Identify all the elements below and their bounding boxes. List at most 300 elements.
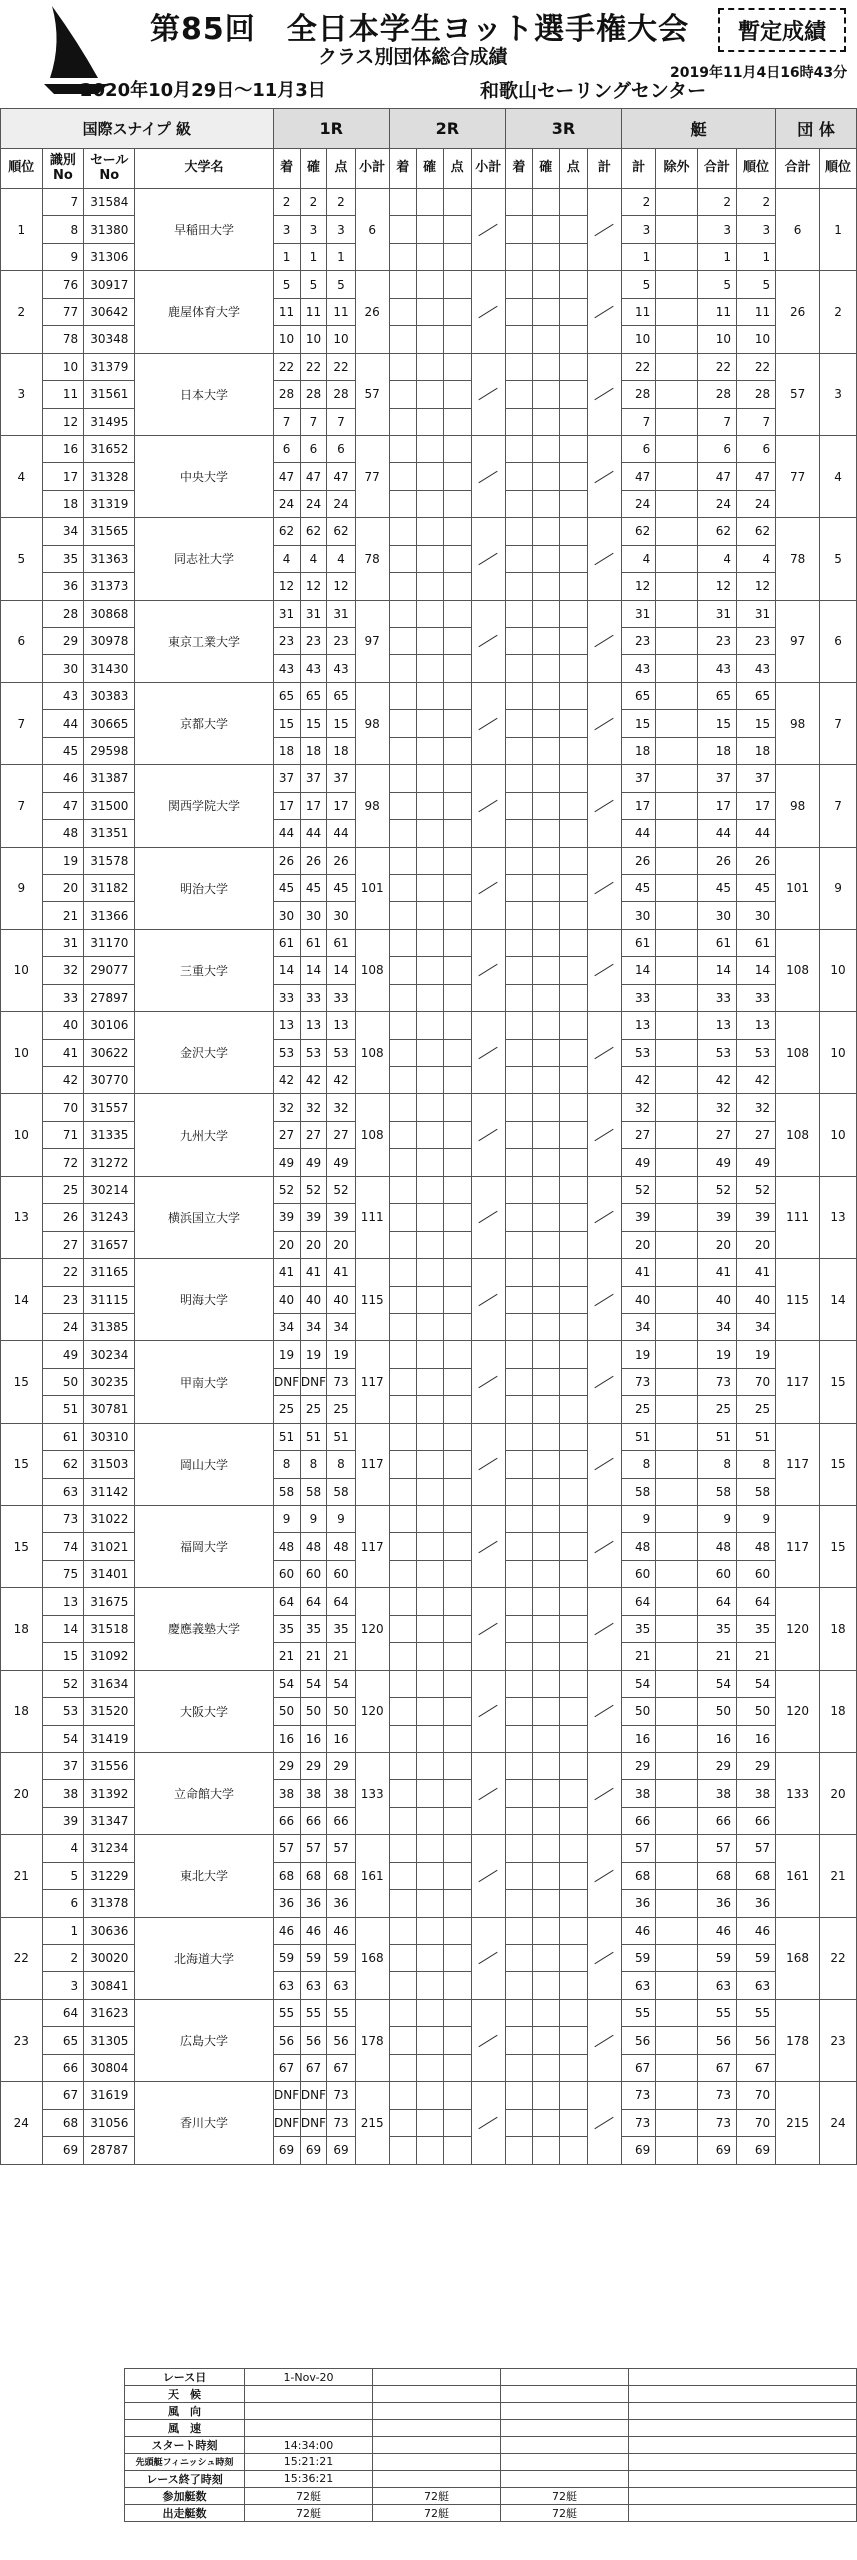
r3-result-cell bbox=[532, 1012, 559, 1039]
r1-result-cell: 4 bbox=[273, 545, 300, 572]
boat-sum-cell: 16 bbox=[697, 1725, 736, 1752]
r1-result-cell: 61 bbox=[300, 929, 327, 956]
r2-result-cell bbox=[389, 573, 416, 600]
r3-subtotal-cell bbox=[587, 1752, 621, 1834]
boat-excluded-cell bbox=[656, 1286, 698, 1313]
boat-row bbox=[1, 682, 857, 709]
team-rank-cell: 15 bbox=[1, 1506, 43, 1588]
col-boat-total: 計 bbox=[622, 149, 656, 189]
team-final-rank-cell: 15 bbox=[820, 1341, 857, 1423]
r2-result-cell bbox=[443, 545, 471, 572]
r2-result-cell bbox=[389, 1698, 416, 1725]
r3-result-cell bbox=[559, 1725, 587, 1752]
boat-row bbox=[1, 545, 857, 572]
r2-result-cell bbox=[389, 1588, 416, 1615]
r1-result-cell: 36 bbox=[273, 1890, 300, 1917]
r1-result-cell: 5 bbox=[273, 271, 300, 298]
race-info-row bbox=[125, 2386, 857, 2403]
boat-position-cell: 4 bbox=[736, 545, 775, 572]
r3-result-cell bbox=[505, 216, 532, 243]
boat-sum-cell: 28 bbox=[697, 381, 736, 408]
sail-number-cell: 31170 bbox=[84, 929, 135, 956]
team-rank-cell: 6 bbox=[1, 600, 43, 682]
r2-result-cell bbox=[443, 1533, 471, 1560]
team-total-cell: 117 bbox=[776, 1341, 820, 1423]
boat-position-cell: 11 bbox=[736, 298, 775, 325]
r2-result-cell bbox=[443, 1176, 471, 1203]
team-total-cell: 97 bbox=[776, 600, 820, 682]
r2-result-cell bbox=[389, 1204, 416, 1231]
race-info-label: スタート時刻 bbox=[125, 2437, 245, 2454]
col-rank: 順位 bbox=[1, 149, 43, 189]
r3-result-cell bbox=[559, 1451, 587, 1478]
r3-result-cell bbox=[532, 984, 559, 1011]
boat-row bbox=[1, 1067, 857, 1094]
boat-sum-cell: 4 bbox=[697, 545, 736, 572]
r3-result-cell bbox=[505, 573, 532, 600]
team-final-rank-cell: 6 bbox=[820, 600, 857, 682]
r1-result-cell: 61 bbox=[273, 929, 300, 956]
r1-result-cell: 26 bbox=[327, 847, 355, 874]
r2-result-cell bbox=[416, 2054, 443, 2081]
r1-result-cell: 54 bbox=[300, 1670, 327, 1697]
team-rank-cell: 10 bbox=[1, 1094, 43, 1176]
r3-result-cell bbox=[505, 1067, 532, 1094]
r2-result-cell bbox=[416, 1176, 443, 1203]
boat-sum-cell: 29 bbox=[697, 1752, 736, 1779]
r2-result-cell bbox=[443, 1945, 471, 1972]
col-r1-confirmed: 確 bbox=[300, 149, 327, 189]
team-total-cell: 168 bbox=[776, 1917, 820, 1999]
sail-number-cell: 31652 bbox=[84, 435, 135, 462]
boat-total-cell: 43 bbox=[622, 655, 656, 682]
boat-excluded-cell bbox=[656, 243, 698, 270]
r1-subtotal-cell: 101 bbox=[355, 847, 389, 929]
race-info-extra bbox=[629, 2403, 857, 2420]
r2-result-cell bbox=[443, 1588, 471, 1615]
r3-result-cell bbox=[505, 381, 532, 408]
r1-result-cell: 42 bbox=[327, 1067, 355, 1094]
team-header: 団 体 bbox=[776, 109, 857, 149]
boat-id-cell: 61 bbox=[42, 1423, 84, 1450]
r3-result-cell bbox=[505, 1286, 532, 1313]
r1-result-cell: 10 bbox=[300, 326, 327, 353]
sail-number-cell: 31379 bbox=[84, 353, 135, 380]
boat-total-cell: 18 bbox=[622, 737, 656, 764]
r2-result-cell bbox=[389, 655, 416, 682]
team-total-cell: 120 bbox=[776, 1670, 820, 1752]
sail-number-cell: 30665 bbox=[84, 710, 135, 737]
boat-position-cell: 3 bbox=[736, 216, 775, 243]
r3-result-cell bbox=[532, 2109, 559, 2136]
boat-id-cell: 65 bbox=[42, 2027, 84, 2054]
boat-sum-cell: 53 bbox=[697, 1039, 736, 1066]
r2-result-cell bbox=[443, 1012, 471, 1039]
boat-excluded-cell bbox=[656, 298, 698, 325]
boat-row bbox=[1, 1478, 857, 1505]
r2-result-cell bbox=[416, 326, 443, 353]
boat-excluded-cell bbox=[656, 408, 698, 435]
r3-subtotal-cell bbox=[587, 929, 621, 1011]
boat-position-cell: 55 bbox=[736, 1999, 775, 2026]
race-info-row bbox=[125, 2470, 857, 2487]
r1-result-cell: 35 bbox=[327, 1615, 355, 1642]
r3-result-cell bbox=[532, 1423, 559, 1450]
sail-number-cell: 31306 bbox=[84, 243, 135, 270]
r2-result-cell bbox=[443, 765, 471, 792]
r2-result-cell bbox=[416, 820, 443, 847]
r1-result-cell: 63 bbox=[300, 1972, 327, 1999]
r3-result-cell bbox=[559, 490, 587, 517]
r3-result-cell bbox=[559, 600, 587, 627]
r2-result-cell bbox=[389, 1286, 416, 1313]
boat-position-cell: 12 bbox=[736, 573, 775, 600]
r1-result-cell: 7 bbox=[327, 408, 355, 435]
boat-position-cell: 49 bbox=[736, 1149, 775, 1176]
boat-position-cell: 64 bbox=[736, 1588, 775, 1615]
boat-position-cell: 48 bbox=[736, 1533, 775, 1560]
sail-number-cell: 31619 bbox=[84, 2082, 135, 2109]
r3-result-cell bbox=[505, 1807, 532, 1834]
r2-result-cell bbox=[416, 1560, 443, 1587]
boat-total-cell: 55 bbox=[622, 1999, 656, 2026]
r1-result-cell: 55 bbox=[273, 1999, 300, 2026]
r1-subtotal-cell: 161 bbox=[355, 1835, 389, 1917]
r2-result-cell bbox=[416, 1835, 443, 1862]
boat-sum-cell: 33 bbox=[697, 984, 736, 1011]
race-info-r1: 72艇 bbox=[245, 2504, 373, 2521]
r3-result-cell bbox=[532, 545, 559, 572]
boat-position-cell: 6 bbox=[736, 435, 775, 462]
r1-result-cell: 27 bbox=[273, 1121, 300, 1148]
r1-result-cell: 59 bbox=[327, 1945, 355, 1972]
r2-result-cell bbox=[416, 1286, 443, 1313]
race-info-r3 bbox=[501, 2470, 629, 2487]
boat-position-cell: 65 bbox=[736, 682, 775, 709]
team-total-cell: 120 bbox=[776, 1588, 820, 1670]
boat-sum-cell: 9 bbox=[697, 1506, 736, 1533]
team-rank-cell: 1 bbox=[1, 189, 43, 271]
r1-result-cell: 45 bbox=[300, 874, 327, 901]
r2-result-cell bbox=[389, 326, 416, 353]
col-r2-subtotal: 小計 bbox=[471, 149, 505, 189]
r3-subtotal-cell bbox=[587, 682, 621, 764]
boat-position-cell: 16 bbox=[736, 1725, 775, 1752]
team-total-cell: 57 bbox=[776, 353, 820, 435]
sail-number-cell: 31366 bbox=[84, 902, 135, 929]
r2-result-cell bbox=[443, 243, 471, 270]
r1-result-cell: 28 bbox=[327, 381, 355, 408]
boat-position-cell: 14 bbox=[736, 957, 775, 984]
r1-subtotal-cell: 108 bbox=[355, 929, 389, 1011]
r1-result-cell: 47 bbox=[327, 463, 355, 490]
r1-result-cell: 33 bbox=[327, 984, 355, 1011]
boat-position-cell: 67 bbox=[736, 2054, 775, 2081]
r3-result-cell bbox=[559, 1286, 587, 1313]
r3-result-cell bbox=[505, 600, 532, 627]
sail-number-cell: 28787 bbox=[84, 2137, 135, 2164]
r1-result-cell: 67 bbox=[300, 2054, 327, 2081]
boat-id-cell: 29 bbox=[42, 628, 84, 655]
r3-result-cell bbox=[559, 792, 587, 819]
r3-result-cell bbox=[505, 655, 532, 682]
r2-result-cell bbox=[389, 1012, 416, 1039]
boat-position-cell: 29 bbox=[736, 1752, 775, 1779]
r2-result-cell bbox=[389, 2109, 416, 2136]
boat-total-cell: 15 bbox=[622, 710, 656, 737]
r2-result-cell bbox=[389, 545, 416, 572]
r2-result-cell bbox=[416, 1012, 443, 1039]
r3-result-cell bbox=[559, 1012, 587, 1039]
r1-result-cell: 37 bbox=[327, 765, 355, 792]
r3-result-cell bbox=[532, 1176, 559, 1203]
r3-result-cell bbox=[532, 820, 559, 847]
sail-number-cell: 30622 bbox=[84, 1039, 135, 1066]
boat-row bbox=[1, 518, 857, 545]
r1-result-cell: 14 bbox=[300, 957, 327, 984]
team-final-rank-cell: 2 bbox=[820, 271, 857, 353]
sail-number-cell: 31557 bbox=[84, 1094, 135, 1121]
r3-result-cell bbox=[559, 1396, 587, 1423]
r3-result-cell bbox=[559, 1999, 587, 2026]
r1-subtotal-cell: 120 bbox=[355, 1670, 389, 1752]
r2-result-cell bbox=[443, 1999, 471, 2026]
boat-position-cell: 52 bbox=[736, 1176, 775, 1203]
r2-result-cell bbox=[443, 1341, 471, 1368]
r2-result-cell bbox=[443, 1560, 471, 1587]
r3-result-cell bbox=[505, 1670, 532, 1697]
r2-result-cell bbox=[389, 216, 416, 243]
boat-sum-cell: 46 bbox=[697, 1917, 736, 1944]
r2-result-cell bbox=[389, 682, 416, 709]
boat-id-cell: 26 bbox=[42, 1204, 84, 1231]
boat-id-cell: 74 bbox=[42, 1533, 84, 1560]
race-info-r2 bbox=[373, 2437, 501, 2454]
r3-result-cell bbox=[532, 1533, 559, 1560]
team-rank-cell: 2 bbox=[1, 271, 43, 353]
boat-position-cell: 2 bbox=[736, 189, 775, 216]
r3-result-cell bbox=[559, 1149, 587, 1176]
boat-row bbox=[1, 1670, 857, 1697]
r1-result-cell: 50 bbox=[273, 1698, 300, 1725]
boat-row bbox=[1, 1423, 857, 1450]
boat-excluded-cell bbox=[656, 847, 698, 874]
boat-position-cell: 39 bbox=[736, 1204, 775, 1231]
boat-total-cell: 21 bbox=[622, 1643, 656, 1670]
r2-result-cell bbox=[443, 1094, 471, 1121]
r2-result-cell bbox=[416, 1259, 443, 1286]
race-info-extra bbox=[629, 2437, 857, 2454]
race-info-r1: 72艇 bbox=[245, 2487, 373, 2504]
r2-result-cell bbox=[416, 737, 443, 764]
boat-total-cell: 49 bbox=[622, 1149, 656, 1176]
team-final-rank-cell: 14 bbox=[820, 1259, 857, 1341]
r3-result-cell bbox=[532, 518, 559, 545]
r3-result-cell bbox=[559, 1615, 587, 1642]
results-table bbox=[0, 108, 857, 2165]
boat-total-cell: 11 bbox=[622, 298, 656, 325]
boat-row bbox=[1, 2082, 857, 2109]
boat-row bbox=[1, 490, 857, 517]
r1-result-cell: 42 bbox=[273, 1067, 300, 1094]
boat-position-cell: 47 bbox=[736, 463, 775, 490]
boat-sum-cell: 18 bbox=[697, 737, 736, 764]
boat-position-cell: 57 bbox=[736, 1835, 775, 1862]
boat-excluded-cell bbox=[656, 1506, 698, 1533]
r3-result-cell bbox=[532, 1286, 559, 1313]
boat-id-cell: 30 bbox=[42, 655, 84, 682]
boat-excluded-cell bbox=[656, 1862, 698, 1889]
r1-result-cell: 38 bbox=[300, 1780, 327, 1807]
r2-result-cell bbox=[443, 518, 471, 545]
r2-result-cell bbox=[389, 1560, 416, 1587]
r3-result-cell bbox=[532, 1890, 559, 1917]
boat-total-cell: 28 bbox=[622, 381, 656, 408]
r2-result-cell bbox=[389, 1615, 416, 1642]
boat-sum-cell: 62 bbox=[697, 518, 736, 545]
boat-position-cell: 21 bbox=[736, 1643, 775, 1670]
r2-subtotal-cell bbox=[471, 1176, 505, 1258]
r2-result-cell bbox=[389, 435, 416, 462]
r3-result-cell bbox=[559, 435, 587, 462]
team-total-cell: 108 bbox=[776, 1012, 820, 1094]
boat-sum-cell: 17 bbox=[697, 792, 736, 819]
r3-result-cell bbox=[532, 1149, 559, 1176]
boat-position-cell: 27 bbox=[736, 1121, 775, 1148]
r2-result-cell bbox=[389, 1396, 416, 1423]
r2-subtotal-cell bbox=[471, 2082, 505, 2164]
r3-result-cell bbox=[559, 1752, 587, 1779]
r3-result-cell bbox=[532, 628, 559, 655]
r3-result-cell bbox=[532, 2137, 559, 2164]
r2-result-cell bbox=[416, 1149, 443, 1176]
boat-position-cell: 50 bbox=[736, 1698, 775, 1725]
r2-result-cell bbox=[443, 2027, 471, 2054]
r1-result-cell: 51 bbox=[300, 1423, 327, 1450]
r1-result-cell: 61 bbox=[327, 929, 355, 956]
boat-position-cell: 60 bbox=[736, 1560, 775, 1587]
race-info-row bbox=[125, 2369, 857, 2386]
boat-id-cell: 70 bbox=[42, 1094, 84, 1121]
r3-subtotal-cell bbox=[587, 435, 621, 517]
r1-result-cell: 25 bbox=[327, 1396, 355, 1423]
r3-result-cell bbox=[559, 1176, 587, 1203]
r1-result-cell: 38 bbox=[273, 1780, 300, 1807]
r2-result-cell bbox=[389, 1451, 416, 1478]
r3-result-cell bbox=[532, 682, 559, 709]
r2-result-cell bbox=[416, 682, 443, 709]
r3-result-cell bbox=[559, 326, 587, 353]
sail-number-cell: 31328 bbox=[84, 463, 135, 490]
r2-result-cell bbox=[443, 1506, 471, 1533]
r2-subtotal-cell bbox=[471, 189, 505, 271]
boat-id-cell: 28 bbox=[42, 600, 84, 627]
r1-result-cell: 1 bbox=[327, 243, 355, 270]
r2-result-cell bbox=[389, 1121, 416, 1148]
r1-result-cell: 22 bbox=[327, 353, 355, 380]
boat-position-cell: 58 bbox=[736, 1478, 775, 1505]
race-info-r2 bbox=[373, 2454, 501, 2471]
r2-result-cell bbox=[416, 1423, 443, 1450]
boat-excluded-cell bbox=[656, 1204, 698, 1231]
r1-result-cell: 50 bbox=[300, 1698, 327, 1725]
team-final-rank-cell: 1 bbox=[820, 189, 857, 271]
r1-result-cell: 24 bbox=[300, 490, 327, 517]
boat-id-cell: 54 bbox=[42, 1725, 84, 1752]
r1-result-cell: 2 bbox=[327, 189, 355, 216]
r2-result-cell bbox=[443, 408, 471, 435]
r1-subtotal-cell: 117 bbox=[355, 1341, 389, 1423]
race-info-r1 bbox=[245, 2420, 373, 2437]
university-name-cell: 金沢大学 bbox=[135, 1012, 273, 1094]
r3-result-cell bbox=[505, 765, 532, 792]
r1-result-cell: 67 bbox=[327, 2054, 355, 2081]
boat-row bbox=[1, 1286, 857, 1313]
r3-result-cell bbox=[532, 1643, 559, 1670]
r1-result-cell: 46 bbox=[300, 1917, 327, 1944]
boat-excluded-cell bbox=[656, 1094, 698, 1121]
boat-excluded-cell bbox=[656, 710, 698, 737]
r1-result-cell: 21 bbox=[273, 1643, 300, 1670]
boat-id-cell: 15 bbox=[42, 1643, 84, 1670]
boat-id-cell: 31 bbox=[42, 929, 84, 956]
r2-result-cell bbox=[389, 1231, 416, 1258]
r2-result-cell bbox=[416, 1999, 443, 2026]
r3-result-cell bbox=[532, 1780, 559, 1807]
boat-sum-cell: 51 bbox=[697, 1423, 736, 1450]
r1-result-cell: 3 bbox=[300, 216, 327, 243]
boat-total-cell: 2 bbox=[622, 189, 656, 216]
boat-total-cell: 31 bbox=[622, 600, 656, 627]
r2-result-cell bbox=[389, 710, 416, 737]
boat-position-cell: 61 bbox=[736, 929, 775, 956]
boat-excluded-cell bbox=[656, 216, 698, 243]
boat-position-cell: 69 bbox=[736, 2137, 775, 2164]
r3-result-cell bbox=[532, 463, 559, 490]
boat-position-cell: 36 bbox=[736, 1890, 775, 1917]
r2-result-cell bbox=[443, 1725, 471, 1752]
r1-result-cell: 51 bbox=[273, 1423, 300, 1450]
r1-result-cell: 53 bbox=[300, 1039, 327, 1066]
team-rank-cell: 7 bbox=[1, 682, 43, 764]
sail-number-cell: 30804 bbox=[84, 2054, 135, 2081]
boat-row bbox=[1, 929, 857, 956]
r3-result-cell bbox=[505, 2027, 532, 2054]
team-total-cell: 98 bbox=[776, 765, 820, 847]
boat-sum-cell: 73 bbox=[697, 2082, 736, 2109]
boat-sum-cell: 2 bbox=[697, 189, 736, 216]
r3-result-cell bbox=[505, 1588, 532, 1615]
race-info-row bbox=[125, 2487, 857, 2504]
team-final-rank-cell: 7 bbox=[820, 682, 857, 764]
r1-result-cell: 19 bbox=[327, 1341, 355, 1368]
sail-number-cell: 30383 bbox=[84, 682, 135, 709]
sail-number-cell: 30917 bbox=[84, 271, 135, 298]
r2-subtotal-cell bbox=[471, 353, 505, 435]
r2-subtotal-cell bbox=[471, 271, 505, 353]
r2-result-cell bbox=[443, 737, 471, 764]
boat-excluded-cell bbox=[656, 326, 698, 353]
boat-id-cell: 51 bbox=[42, 1396, 84, 1423]
r1-result-cell: 21 bbox=[327, 1643, 355, 1670]
team-rank-cell: 20 bbox=[1, 1752, 43, 1834]
report-header bbox=[0, 0, 857, 110]
r3-result-cell bbox=[505, 1149, 532, 1176]
r3-result-cell bbox=[505, 1780, 532, 1807]
r3-result-cell bbox=[532, 1807, 559, 1834]
boat-total-cell: 73 bbox=[622, 1368, 656, 1395]
r3-result-cell bbox=[532, 381, 559, 408]
